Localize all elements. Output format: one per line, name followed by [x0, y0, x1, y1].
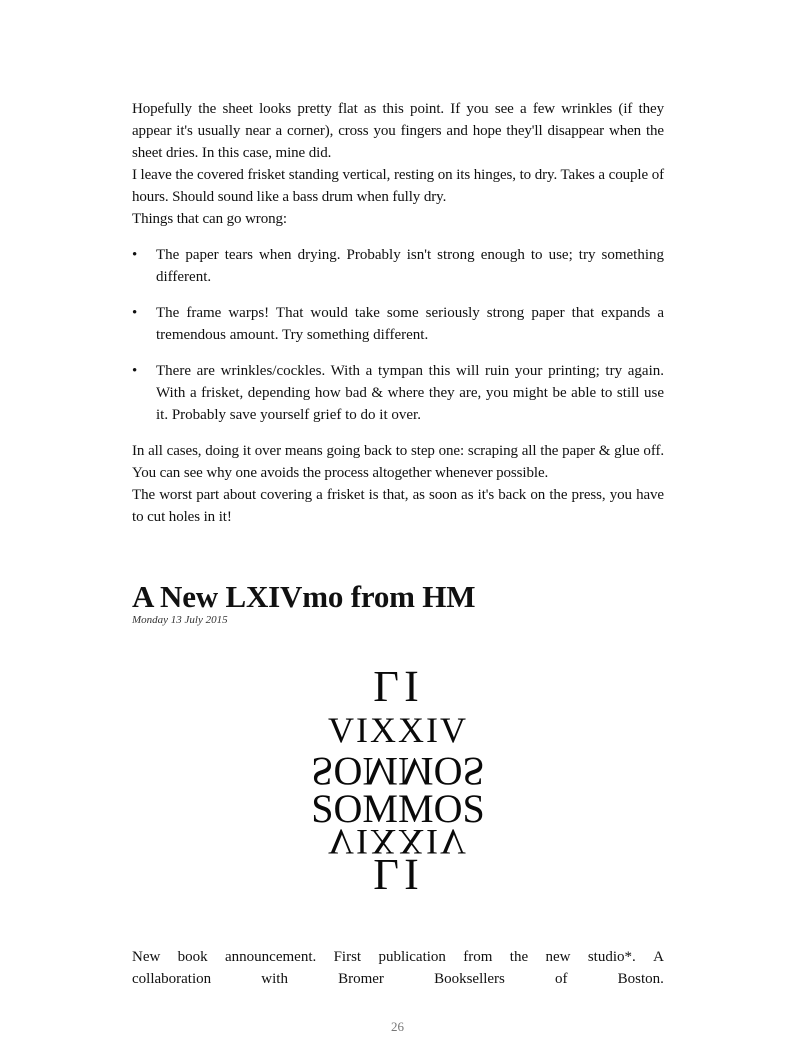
announcement-paragraph: [132, 946, 664, 990]
paragraph-drying: I leave the covered frisket standing vertical, resting on its hinges, to dry. Takes a couple of hours. Should sound like a bass drum when fully dry.: [132, 167, 664, 205]
list-item-text: The paper tears when drying. Probably isn't strong enough to use; try something different.: [156, 247, 664, 285]
word: new: [545, 949, 571, 965]
word: New: [132, 949, 161, 965]
emblem-row-li-bottom: LI: [373, 850, 423, 899]
bullet-marker: •: [132, 363, 138, 379]
page-number: 26: [391, 1019, 404, 1034]
word: publication: [378, 949, 446, 965]
list-item: [132, 302, 664, 346]
emblem-row-vixxiv-flipped: VIXXIV: [328, 822, 468, 862]
bullet-marker: •: [132, 247, 138, 263]
article-body: [132, 98, 664, 528]
word: the: [509, 949, 529, 965]
word: studio*.: [587, 949, 636, 965]
list-item-text: There are wrinkles/cockles. With a tympan this will ruin your printing; try again. With a frisket, depending how bad & where they are, you might be able to still use it. Probably save yourself grief to do it over.: [156, 363, 664, 423]
list-item: [132, 360, 664, 426]
word: Bromer: [338, 971, 384, 987]
announcement-line-1: [132, 946, 664, 968]
list-item: [132, 244, 664, 288]
paragraph-worst-part: The worst part about covering a frisket is that, as soon as it's back on the press, you have to cut holes in it!: [132, 487, 664, 525]
emblem-row-sommos: SOMMOS: [311, 786, 485, 831]
post-title: A New LXIVmo from HM: [132, 579, 476, 614]
paragraph-sheet-flat: Hopefully the sheet looks pretty flat as this point. If you see a few wrinkles (if they appear it's usually near a corner), cross you fingers and hope they'll disappear when the sheet dries. In this case, mine did.: [132, 101, 664, 161]
paragraph-all-cases: In all cases, doing it over means going back to step one: scraping all the paper & glue off. You can see why one avoids the process altogether whenever possible.: [132, 443, 664, 481]
announcement-line-2: [132, 968, 664, 990]
word: announcement.: [225, 949, 317, 965]
word: collaboration: [132, 971, 212, 987]
word: with: [261, 971, 288, 987]
word: A: [653, 949, 664, 965]
lxiv-emblem-image: [270, 662, 526, 899]
word: Boston.: [617, 971, 664, 987]
emblem-row-li-top: LI: [373, 662, 423, 711]
word: Booksellers: [434, 971, 505, 987]
problems-list: [132, 244, 664, 426]
word: First: [333, 949, 362, 965]
emblem-row-sommos-flipped: SOMMOS: [311, 749, 485, 794]
post-date: Monday 13 July 2015: [132, 614, 228, 626]
word: from: [463, 949, 493, 965]
emblem-row-vixxiv-top: VIXXIV: [328, 710, 468, 750]
bullet-marker: •: [132, 305, 138, 321]
word: of: [555, 971, 568, 987]
list-item-text: The frame warps! That would take some seriously strong paper that expands a tremendous amount. Try something different.: [156, 305, 664, 343]
paragraph-things-wrong: Things that can go wrong:: [132, 211, 287, 227]
word: book: [177, 949, 208, 965]
